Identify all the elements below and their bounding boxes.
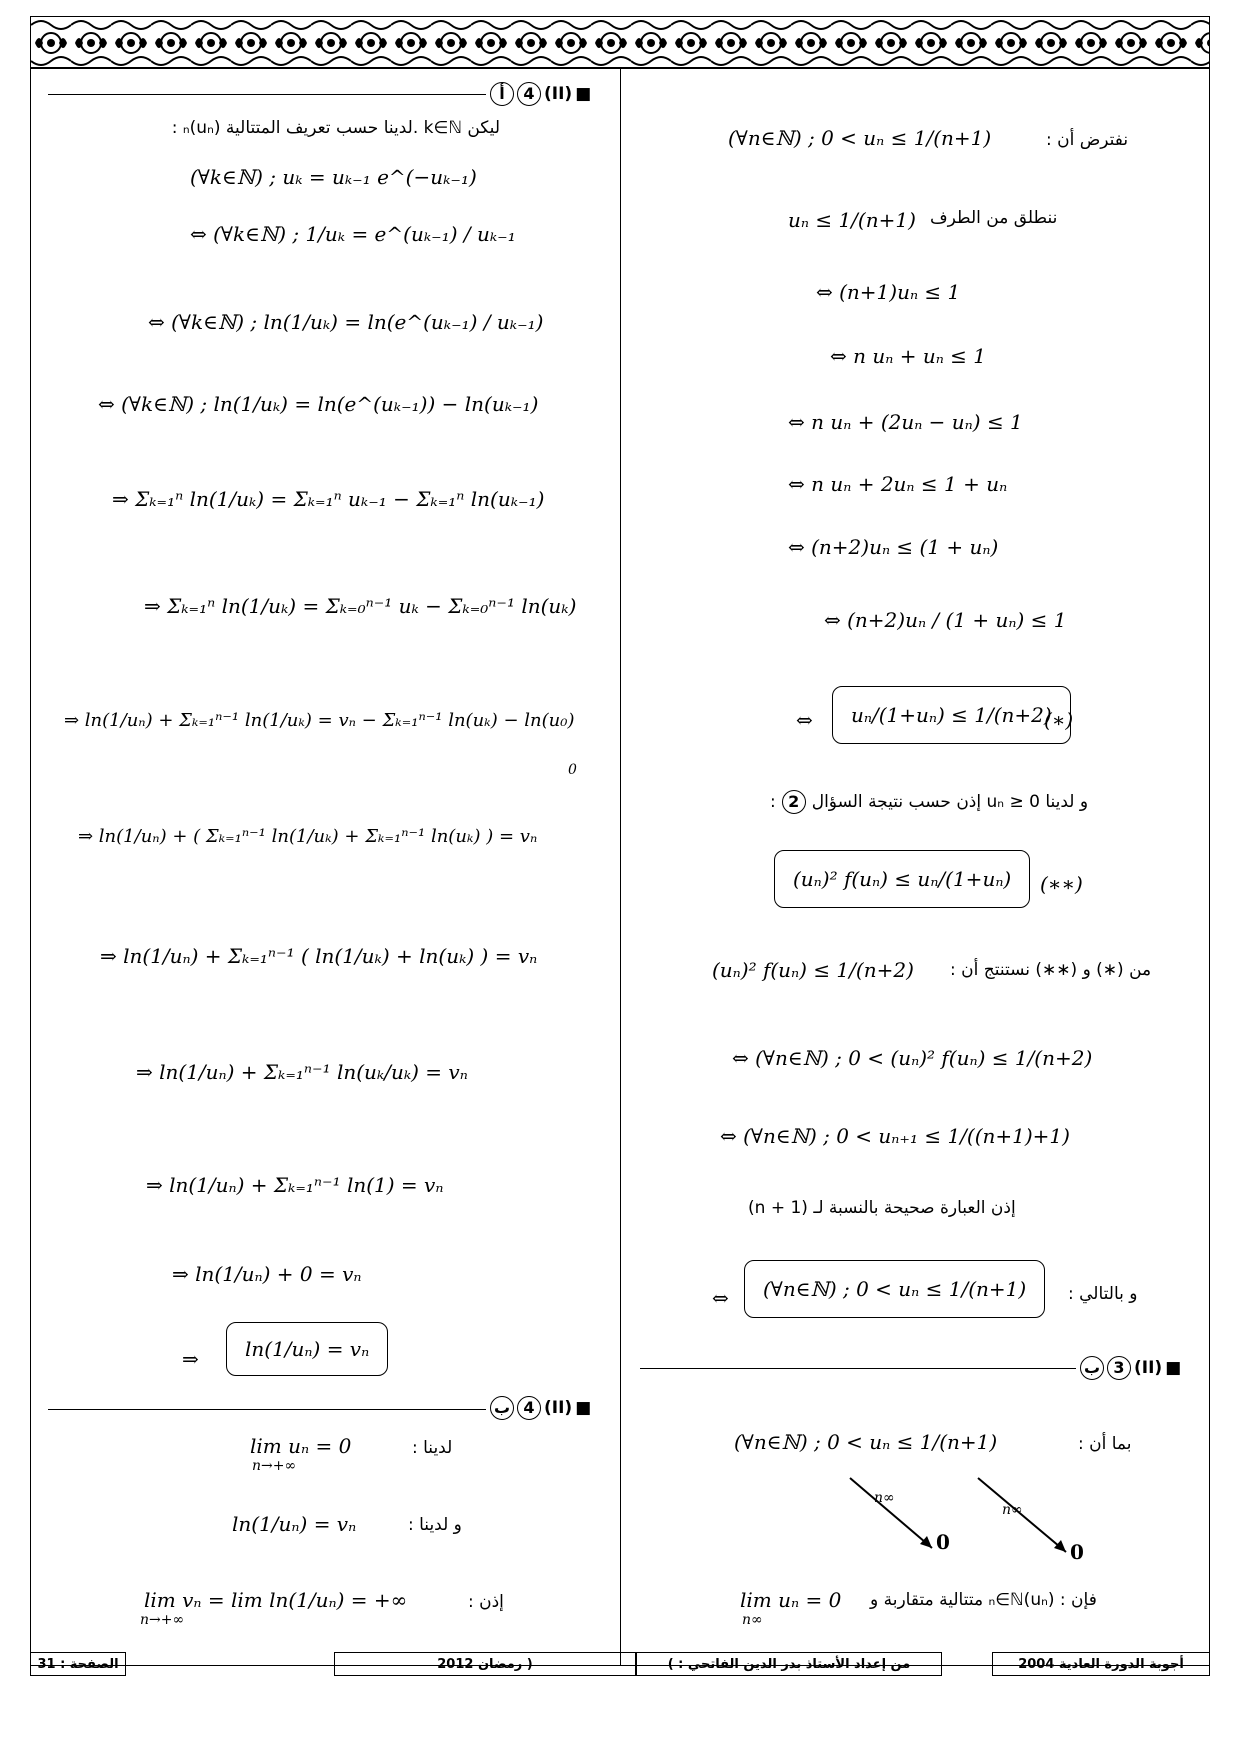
hence-label: و بالتالي : bbox=[1068, 1284, 1138, 1304]
section-number: 4 bbox=[517, 1396, 541, 1420]
page-label: الصفحة : bbox=[60, 1656, 119, 1672]
equation-line: ⇔ n uₙ + 2uₙ ≤ 1 + uₙ bbox=[788, 472, 1008, 496]
section-header-4a bbox=[490, 82, 591, 106]
implies-symbol: ⇒ bbox=[182, 1347, 199, 1371]
equation-line: ⇔ n uₙ + (2uₙ − uₙ) ≤ 1 bbox=[788, 410, 1023, 434]
intro-text: ليكن k∈ℕ .لدينا حسب تعريف المتتالية (uₙ)ₙ : bbox=[171, 118, 500, 138]
section-bullet: ■ bbox=[1165, 1358, 1182, 1378]
section-bullet: ■ bbox=[575, 1398, 592, 1418]
section-letter: أ bbox=[490, 82, 514, 106]
assume-label: نفترض أن : bbox=[1046, 130, 1129, 150]
limit-subscript: n→+∞ bbox=[140, 1612, 185, 1628]
section-part: (II) bbox=[1134, 1358, 1163, 1378]
equation-line: ⇔ (∀n∈ℕ) ; 0 < uₙ₊₁ ≤ 1/((n+1)+1) bbox=[720, 1124, 1070, 1148]
section-letter: ب bbox=[490, 1396, 514, 1420]
arrow-limit-right: 0 bbox=[1070, 1540, 1084, 1564]
deduce-label: من (∗) و (∗∗) نستنتج أن : bbox=[950, 960, 1152, 980]
equation-line: ⇔ (∀k∈ℕ) ; 1/uₖ = e^(uₖ₋₁) / uₖ₋₁ bbox=[190, 222, 516, 246]
assume-equation: (∀n∈ℕ) ; 0 < uₙ ≤ 1/(n+1) bbox=[728, 126, 992, 150]
question-ref bbox=[770, 790, 1088, 814]
limit-subscript: n→+∞ bbox=[252, 1458, 297, 1474]
limit-arrows bbox=[840, 1470, 1100, 1570]
column-divider bbox=[620, 68, 621, 1666]
section-rule bbox=[48, 94, 486, 95]
arrowhead-left bbox=[920, 1536, 932, 1548]
boxed-inequality-2: (uₙ)² f(uₙ) ≤ uₙ/(1+uₙ) bbox=[774, 850, 1030, 908]
arrow-label-right: n∞ bbox=[1002, 1502, 1023, 1518]
start-label: ننطلق من الطرف bbox=[930, 208, 1058, 228]
equation-line: ⇒ ln(1/uₙ) + ( Σₖ₌₁ⁿ⁻¹ ln(1/uₖ) + Σₖ₌₁ⁿ⁻¹ ln(uₖ) ) = vₙ bbox=[78, 826, 538, 847]
decorative-border bbox=[30, 16, 1210, 68]
section-bullet: ■ bbox=[575, 84, 592, 104]
equation-line: ⇔ (∀k∈ℕ) ; ln(1/uₖ) = ln(e^(uₖ₋₁) / uₖ₋₁) bbox=[148, 310, 544, 334]
equation-line: ⇒ Σₖ₌₁ⁿ ln(1/uₖ) = Σₖ₌₀ⁿ⁻¹ uₖ − Σₖ₌₀ⁿ⁻¹ ln(uₖ) bbox=[144, 594, 577, 618]
equation-line: ⇒ ln(1/uₙ) + Σₖ₌₁ⁿ⁻¹ ln(1) = vₙ bbox=[146, 1173, 444, 1197]
equation-line: ⇔ (n+2)uₙ / (1 + uₙ) ≤ 1 bbox=[824, 608, 1067, 632]
equation-line: ⇒ ln(1/uₙ) + Σₖ₌₁ⁿ⁻¹ ( ln(1/uₖ) + ln(uₖ) ) = vₙ bbox=[100, 944, 538, 968]
start-equation: uₙ ≤ 1/(n+1) bbox=[788, 208, 916, 232]
boxed-result: (∀n∈ℕ) ; 0 < uₙ ≤ 1/(n+1) bbox=[744, 1260, 1045, 1318]
conclusion-limit: lim uₙ = 0 bbox=[740, 1588, 842, 1612]
section-number: 4 bbox=[517, 82, 541, 106]
section-number: 3 bbox=[1107, 1356, 1131, 1380]
footer-author: من إعداد الأستاذ بدر الدين الفاتحي : ) bbox=[636, 1652, 942, 1676]
ornament-pattern bbox=[31, 17, 1210, 68]
colon: : bbox=[770, 792, 776, 812]
label-and-we-have: و لدينا : bbox=[408, 1515, 462, 1535]
limit-vn-equation: lim vₙ = lim ln(1/uₙ) = +∞ bbox=[144, 1588, 408, 1612]
arrow-left bbox=[850, 1478, 932, 1548]
tag-double-star: (∗∗) bbox=[1040, 872, 1083, 896]
since-equation: (∀n∈ℕ) ; 0 < uₙ ≤ 1/(n+1) bbox=[734, 1430, 998, 1454]
zero-annotation: 0 bbox=[568, 762, 577, 778]
equivalent-symbol: ⇔ bbox=[712, 1286, 729, 1310]
conclusion-text: فإن : (uₙ)ₙ∈ℕ متتالية متقاربة و bbox=[870, 1590, 1097, 1610]
arrow-limit-left: 0 bbox=[936, 1530, 950, 1554]
section-letter: ب bbox=[1080, 1356, 1104, 1380]
equivalent-symbol: ⇔ bbox=[796, 708, 813, 732]
deduce-equation: (uₙ)² f(uₙ) ≤ 1/(n+2) bbox=[712, 958, 914, 982]
equation-line: ⇒ ln(1/uₙ) + 0 = vₙ bbox=[172, 1262, 362, 1286]
section-part: (II) bbox=[544, 84, 573, 104]
equation-line: ⇒ ln(1/uₙ) + Σₖ₌₁ⁿ⁻¹ ln(1/uₖ) = vₙ − Σₖ₌₁ⁿ⁻¹ ln(uₖ) − ln(u₀) bbox=[64, 710, 575, 731]
equation-line: ⇒ ln(1/uₙ) + Σₖ₌₁ⁿ⁻¹ ln(uₖ/uₖ) = vₙ bbox=[136, 1060, 468, 1084]
equation-line: ⇔ (∀k∈ℕ) ; ln(1/uₖ) = ln(e^(uₖ₋₁)) − ln(uₖ₋₁) bbox=[98, 392, 539, 416]
boxed-result: ln(1/uₙ) = vₙ bbox=[226, 1322, 388, 1376]
since-label: بما أن : bbox=[1078, 1434, 1132, 1454]
page-number: 31 bbox=[37, 1656, 56, 1672]
tag-star: (∗) bbox=[1044, 708, 1074, 732]
limit-equation: lim uₙ = 0 bbox=[250, 1434, 352, 1458]
section-rule bbox=[640, 1368, 1076, 1369]
equation-line: ⇔ (n+2)uₙ ≤ (1 + uₙ) bbox=[788, 535, 999, 559]
equation-line: ⇔ n uₙ + uₙ ≤ 1 bbox=[830, 344, 986, 368]
section-header-4b bbox=[490, 1396, 591, 1420]
equation-line: ⇔ (∀n∈ℕ) ; 0 < (uₙ)² f(uₙ) ≤ 1/(n+2) bbox=[732, 1046, 1093, 1070]
arrow-label-left: n∞ bbox=[874, 1490, 895, 1506]
section-part: (II) bbox=[544, 1398, 573, 1418]
boxed-inequality-1: uₙ/(1+uₙ) ≤ 1/(n+2) bbox=[832, 686, 1071, 744]
question-number: 2 bbox=[782, 790, 806, 814]
conclusion-subscript: n∞ bbox=[742, 1612, 763, 1628]
label-we-have: لدينا : bbox=[412, 1438, 453, 1458]
section-rule bbox=[48, 1409, 486, 1410]
footer-page bbox=[30, 1652, 126, 1676]
footer-date: ( رمضان 2012 bbox=[334, 1652, 636, 1676]
true-statement: إذن العبارة صحيحة بالنسبة لـ (n + 1) bbox=[748, 1198, 1016, 1218]
equation-line: (∀k∈ℕ) ; uₖ = uₖ₋₁ e^(−uₖ₋₁) bbox=[190, 165, 477, 189]
question-text: و لدينا uₙ ≥ 0 إذن حسب نتيجة السؤال bbox=[811, 792, 1089, 812]
section-header-3b bbox=[1080, 1356, 1181, 1380]
vn-equation: ln(1/uₙ) = vₙ bbox=[232, 1512, 357, 1536]
label-hence: إذن : bbox=[468, 1592, 504, 1612]
footer-title: أجوبة الدورة العادية 2004 bbox=[992, 1652, 1210, 1676]
equation-line: ⇔ (n+1)uₙ ≤ 1 bbox=[816, 280, 961, 304]
equation-line: ⇒ Σₖ₌₁ⁿ ln(1/uₖ) = Σₖ₌₁ⁿ uₖ₋₁ − Σₖ₌₁ⁿ ln(uₖ₋₁) bbox=[112, 487, 545, 511]
arrowhead-right bbox=[1054, 1540, 1066, 1552]
